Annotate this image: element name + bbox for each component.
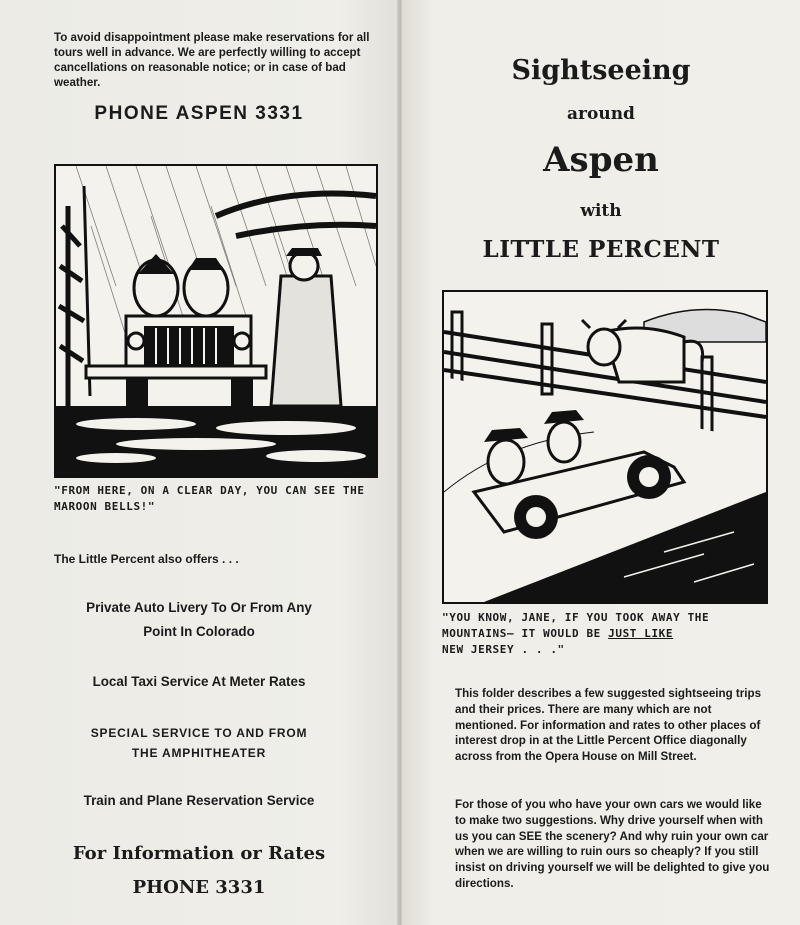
title-little-percent: LITTLE PERCENT	[482, 236, 720, 263]
offer-auto-livery-line2: Point In Colorado	[143, 624, 255, 639]
left-cartoon-caption: "FROM HERE, ON A CLEAR DAY, YOU CAN SEE THE MAROON BELLS!"	[54, 484, 365, 513]
offer-special-line1: SPECIAL SERVICE TO AND FROM	[90, 726, 308, 740]
info-phone: PHONE 3331	[132, 877, 266, 898]
offer-taxi: Local Taxi Service At Meter Rates	[92, 674, 306, 689]
reservation-notice: To avoid disappointment please make reservations for all tours well in advance. We are perfectly willing to accept cancellations on reasonable notice; or in case of bad weather.	[54, 31, 370, 89]
offer-auto-livery-line1: Private Auto Livery To Or From Any	[86, 600, 312, 615]
title-sightseeing: Sightseeing	[511, 55, 691, 86]
right-caption-line2	[442, 626, 772, 642]
rainy-jeep-illustration	[54, 164, 378, 478]
intro-paragraph: This folder describes a few suggested sightseeing trips and their prices. There are many which are not mentioned. For information and rates to other places of interest drop in at the Little Percent Office diagonally across from the Opera House on Mill Street.	[455, 687, 762, 764]
offers-intro: The Little Percent also offers . . .	[54, 552, 239, 566]
right-caption-line3: NEW JERSEY . . ."	[442, 643, 565, 656]
phone-aspen-heading: PHONE ASPEN 3331	[94, 103, 304, 124]
offer-special-line2: THE AMPHITHEATER	[131, 746, 267, 760]
right-caption-line2-text: MOUNTAINS— IT WOULD BE	[442, 627, 609, 640]
offer-train-plane: Train and Plane Reservation Service	[83, 793, 315, 808]
cow-jeep-drawing	[444, 292, 766, 602]
cow-jeep-illustration	[442, 290, 768, 604]
right-caption-emphasis: JUST LIKE	[608, 627, 674, 640]
info-heading: For Information or Rates	[72, 843, 326, 864]
title-aspen: Aspen	[543, 140, 659, 180]
title-with: with	[580, 201, 622, 221]
title-around: around	[567, 104, 635, 124]
own-car-paragraph: For those of you who have your own cars we would like to make two suggestions. Why drive yourself when with us you can SEE the scenery? And why ruin your own car when we are willing to ruin ours so cheaply? If you still insist on driving yourself we will be delighted to give you directions.	[455, 798, 770, 890]
rainy-jeep-drawing	[56, 166, 376, 476]
right-caption-line1: "YOU KNOW, JANE, IF YOU TOOK AWAY THE	[442, 611, 710, 624]
